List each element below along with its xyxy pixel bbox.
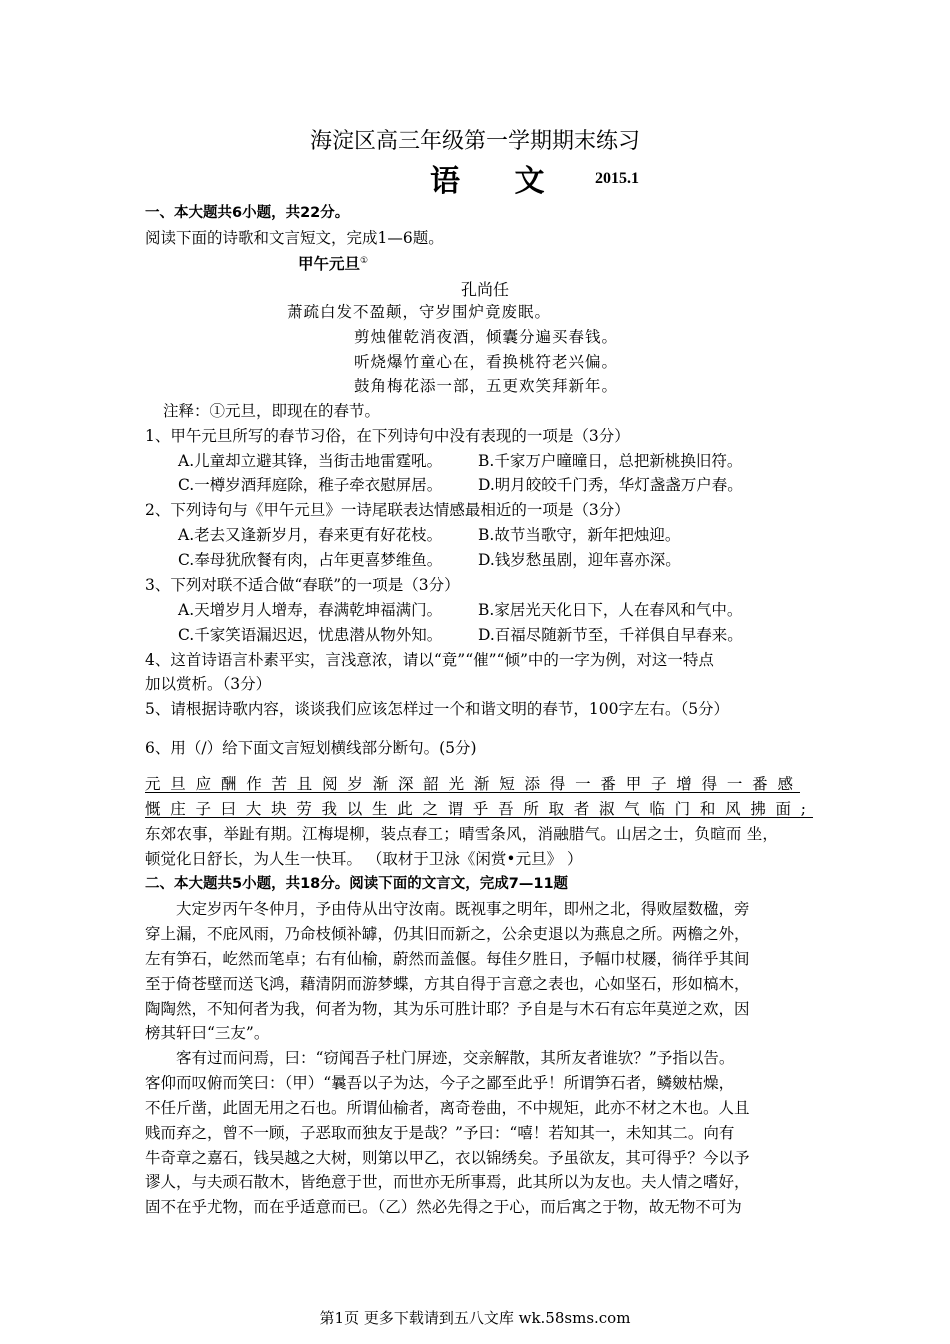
q2-option-b: B.故节当歌守，新年把烛迎。 xyxy=(478,526,681,544)
q1-option-d: D.明月皎皎千门秀，华灯盏盏万户春。 xyxy=(478,476,743,494)
q2-option-a: A.老去又逢新岁月，春来更有好花枝。 xyxy=(178,526,443,544)
passage-line-7: 客有过而问焉，曰：“窃闻吾子杜门屏迹，交亲解散，其所友者谁欤？”予指以告。 xyxy=(145,1049,735,1067)
passage-line-2: 穿上漏，不庇风雨，乃命枝倾补罅，仍其旧而新之，公余吏退以为燕息之所。两檐之外， xyxy=(145,925,750,943)
exam-title: 海淀区高三年级第一学期期末练习 xyxy=(309,129,640,154)
section1-instruction: 阅读下面的诗歌和文言短文，完成1—6题。 xyxy=(145,229,444,247)
poem-author: 孔尚任 xyxy=(460,280,509,299)
q3-option-d: D.百福尽随新节至，千祥俱自早春来。 xyxy=(478,626,743,644)
passage-line-9: 不任斤凿，此固无用之石也。所谓仙榆者，离奇卷曲，不中规矩，此亦不材之木也。人且 xyxy=(145,1099,750,1117)
passage-line-10: 贱而弃之，曾不一顾，子恶取而独友于是哉？”予曰：“嘻！若知其一，未知其二。向有 xyxy=(145,1124,735,1142)
passage-line-11: 牛奇章之嘉石，钱吴越之大树，则第以甲乙，衣以锦绣矣。予虽欲友，其可得乎？今以予 xyxy=(145,1149,750,1167)
q2-option-c: C.奉母犹欣餐有肉，占年更喜梦维鱼。 xyxy=(178,551,443,569)
question-5: 5、请根据诗歌内容，谈谈我们应该怎样过一个和谐文明的春节，100字左右。（5分） xyxy=(145,700,730,718)
question-4-line-2: 加以赏析。（3分） xyxy=(145,675,272,693)
question-6: 6、用（/）给下面文言短划横线部分断句。(5分) xyxy=(145,739,477,757)
question-1: 1、甲午元旦所写的春节习俗，在下列诗句中没有表现的一项是（3分） xyxy=(145,427,630,445)
passage-line-1: 大定岁丙午冬仲月，予由侍从出守汝南。既视事之明年，即州之北，得败屋数楹，旁 xyxy=(145,900,750,918)
poem-title xyxy=(298,252,368,274)
poem-line-2: 剪烛催乾消夜酒，倾囊分遍买春钱。 xyxy=(354,328,619,346)
q6-passage-line-1: 元旦应酬作苦且阅岁渐深韶光渐短添得一番甲子增得一番感 xyxy=(145,775,800,793)
section1-heading: 一、本大题共6小题，共22分。 xyxy=(145,205,350,221)
poem-line-3: 听烧爆竹童心在，看换桃符老兴偏。 xyxy=(354,353,619,371)
poem-note-mark: ① xyxy=(360,255,369,266)
subject-title: 语 文 xyxy=(430,164,567,199)
q1-option-a: A.儿童却立避其锋，当街击地雷霆吼。 xyxy=(178,452,443,470)
q6-passage-line-3: 东郊农事，举趾有期。江梅堤柳，装点春工；晴雪条风，消融腊气。山居之士，负暄而 坐， xyxy=(145,825,779,843)
q3-option-c: C.千家笑语漏迟迟，忧患潜从物外知。 xyxy=(178,626,443,644)
question-4-line-1: 4、这首诗语言朴素平实，言浅意浓，请以“竟”“催”“倾”中的一字为例，对这一特点 xyxy=(145,651,714,669)
passage-line-6: 榜其轩曰“三友”。 xyxy=(145,1024,270,1042)
q1-option-b: B.千家万户曈曈日，总把新桃换旧符。 xyxy=(478,452,743,470)
poem-line-1: 萧疏白发不盈颠，守岁围炉竟废眠。 xyxy=(287,303,552,321)
passage-line-5: 陶陶然，不知何者为我，何者为物，其为乐可胜计耶？予自是与木石有忘年莫逆之欢，因 xyxy=(145,1000,750,1018)
q6-passage-line-4: 顿觉化日舒长，为人生一快耳。 （取材于卫泳《闲赏•元旦》 ） xyxy=(145,850,583,868)
q2-option-d: D.钱岁愁虽剧，迎年喜亦深。 xyxy=(478,551,681,569)
passage-line-3: 左有笋石，屹然而笔卓；右有仙榆，蔚然而盖偃。每佳夕胜日，予幅巾杖屦，徜徉乎其间 xyxy=(145,950,750,968)
passage-line-12: 谬人，与夫顽石散木，皆绝意于世，而世亦无所事焉，此其所以为友也。夫人情之嗜好， xyxy=(145,1173,750,1191)
poem-note: 注释：①元旦，即现在的春节。 xyxy=(163,402,381,420)
poem-line-4: 鼓角梅花添一部，五更欢笑拜新年。 xyxy=(354,377,619,395)
q6-passage-line-2: 慨庄子曰大块劳我以生此之谓乎吾所取者淑气临门和风拂面; xyxy=(145,800,813,818)
passage-line-8: 客仰而叹俯而笑曰：（甲）“曩吾以子为达，今子之鄙至此乎！所谓笋石者，鳞皴枯燥， xyxy=(145,1074,735,1092)
poem-title-text: 甲午元旦 xyxy=(298,255,361,273)
page-footer: 第1页 更多下载请到五八文库 wk.58sms.com xyxy=(319,1309,631,1327)
passage-line-13: 固不在乎尤物，而在乎适意而已。（乙）然必先得之于心，而后寓之于物，故无物不可为 xyxy=(145,1198,742,1216)
q1-option-c: C.一樽岁酒拜庭除，稚子牵衣慰屏居。 xyxy=(178,476,443,494)
q3-option-b: B.家居光天化日下，人在春风和气中。 xyxy=(478,601,743,619)
question-3: 3、下列对联不适合做“春联”的一项是（3分） xyxy=(145,576,460,594)
passage-line-4: 至于倚苍壁而送飞鸿，藉清阴而游梦蝶，方其自得于言意之表也，心如坚石，形如槁木， xyxy=(145,975,750,993)
exam-date: 2015.1 xyxy=(595,170,639,187)
section2-heading: 二、本大题共5小题，共18分。阅读下面的文言文，完成7—11题 xyxy=(145,876,569,892)
q3-option-a: A.天增岁月人增寿，春满乾坤福满门。 xyxy=(178,601,443,619)
question-2: 2、下列诗句与《甲午元旦》一诗尾联表达情感最相近的一项是（3分） xyxy=(145,501,630,519)
